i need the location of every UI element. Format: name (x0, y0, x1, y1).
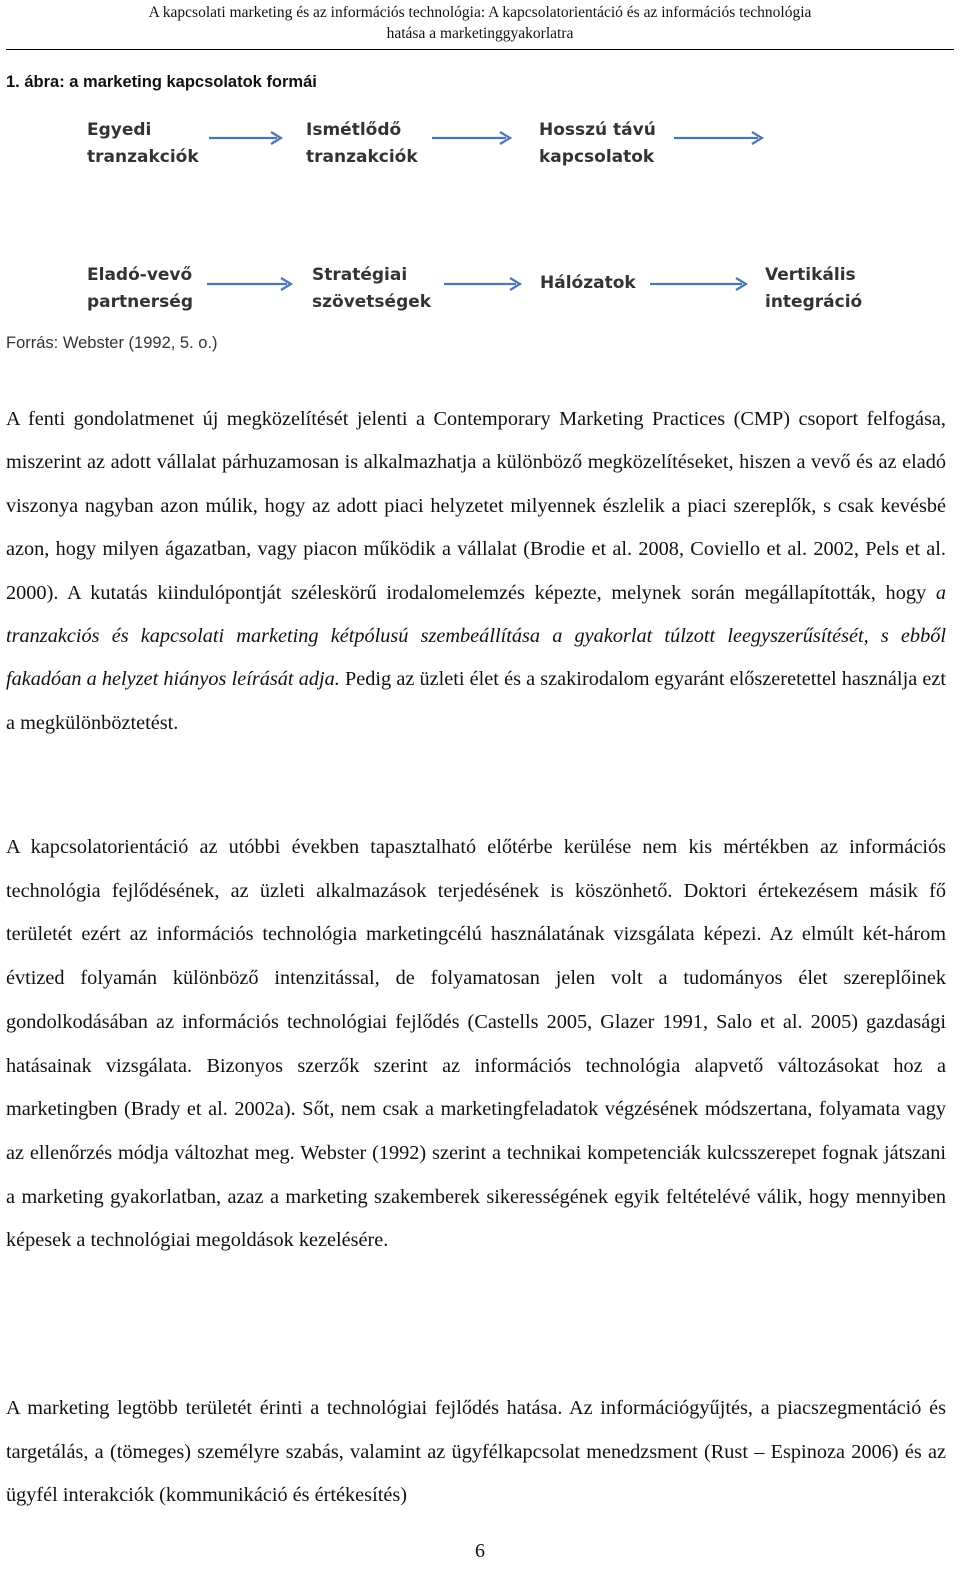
running-header-line-2: hatása a marketinggyakorlatra (386, 25, 574, 42)
diagram-node-line: Vertikális (765, 265, 856, 285)
diagram-node-ismetlodo-tranzakciok (306, 117, 418, 171)
diagram-node-elado-vevo-partnerseg (87, 262, 193, 316)
diagram-node-line: Hálózatok (540, 273, 636, 293)
diagram-node-strategiai-szovetsegek (312, 262, 431, 316)
diagram-node-line: Eladó-vevő (87, 265, 193, 285)
paragraph-3: A marketing legtöbb területét érinti a technológiai fejlődés hatása. Az információgyűjtés, a piacszegmentáció és targetálás, a (tömeges) személyre szabás, valamint az ügyfélkapcsolat menedzsment (Rust – Espinoza 2006) és az ügyfél interakciók (kommunikáció és értékesítés) (6, 1397, 946, 1506)
arrow-right-icon (442, 276, 526, 292)
diagram-node-line: tranzakciók (306, 147, 418, 167)
arrow-right-icon (205, 276, 297, 292)
diagram-node-line: partnerség (87, 292, 193, 312)
arrow-right-icon (430, 130, 516, 146)
running-header (0, 0, 960, 44)
paragraph-1 (6, 398, 946, 745)
diagram-node-line: szövetségek (312, 292, 432, 312)
diagram-node-line: kapcsolatok (539, 147, 655, 167)
diagram-node-line: Hosszú távú (539, 120, 656, 140)
paragraph-2: A kapcsolatorientáció az utóbbi években tapasztalható előtérbe kerülése nem kis mértékben az információs technológia fejlődésének, az üzleti alkalmazások terjedésének is köszönhető. Doktori értekezésem másik fő területét ezért az információs technológia marketingcélú használatának vizsgálata képezi. Az elmúlt két-három évtized folyamán különböző intenzitással, de folyamatosan jelen volt a tudományos élet szereplőinek gondolkodásában az információs technológiai fejlődés (Castells 2005, Glazer 1991, Salo et al. 2005) gazdasági hatásainak vizsgálata. Bizonyos szerzők szerint az információs technológia alapvető változásokat hoz a marketingben (Brady et al. 2002a). Sőt, nem csak a marketingfeladatok végzésének módszertana, folyamata vagy az ellenőrzés módja változhat meg. Webster (1992) szerint a technikai kompetenciák kulcsszerepet fognak játszani a marketing gyakorlatban, azaz a marketing szakemberek sikerességének egyik feltételévé válik, hogy mennyiben képesek a technológiai megoldások kezelésére. (6, 836, 946, 1252)
diagram-node-halozatok (540, 270, 636, 297)
diagram-node-line: tranzakciók (87, 147, 199, 167)
diagram-node-line: integráció (765, 292, 863, 312)
figure-caption: 1. ábra: a marketing kapcsolatok formái (6, 73, 317, 91)
arrow-right-icon (648, 276, 752, 292)
diagram-node-line: Egyedi (87, 120, 152, 140)
page-number: 6 (475, 1540, 485, 1562)
arrow-right-icon (672, 130, 768, 146)
figure-source: Forrás: Webster (1992, 5. o.) (6, 334, 218, 352)
diagram-node-hosszu-tavu-kapcsolatok (539, 117, 656, 171)
header-divider (6, 49, 954, 50)
diagram-node-vertikalis-integracio (765, 262, 862, 316)
diagram-node-line: Ismétlődő (306, 120, 402, 140)
paragraph-text: Pedig az üzleti élet és a szakirodalom egyaránt előszeretettel használja ezt a megkülönböztetést. (6, 668, 946, 734)
arrow-right-icon (207, 130, 289, 146)
running-header-line-1: A kapcsolati marketing és az információs technológia: A kapcsolatorientáció és az információs technológia (148, 4, 812, 21)
diagram-node-line: Stratégiai (312, 265, 408, 285)
diagram-node-egyedi-tranzakciok (87, 117, 199, 171)
paragraph-text: A fenti gondolatmenet új megközelítését jelenti a Contemporary Marketing Practices (CMP) csoport felfogása, miszerint az adott vállalat párhuzamosan is alkalmazhatja a különböző megközelítéseket, hiszen a vevő és az eladó viszonya nagyban azon múlik, hogy az adott piaci helyzetet milyennek észlelik a piaci szereplők, s csak kevésbé azon, hogy milyen ágazatban, vagy piacon működik a vállalat (Brodie et al. 2008, Coviello et al. 2002, Pels et al. 2000). A kutatás kiindulópontját széleskörű irodalomelemzés képezte, melynek során megállapították, hogy (6, 408, 946, 604)
emphasized-text: a tranzakciós és kapcsolati marketing kétpólusú szembeállítása a gyakorlat túlzott leegyszerűsítését, s ebből fakadóan a helyzet hiányos leírását adja. (6, 581, 946, 691)
